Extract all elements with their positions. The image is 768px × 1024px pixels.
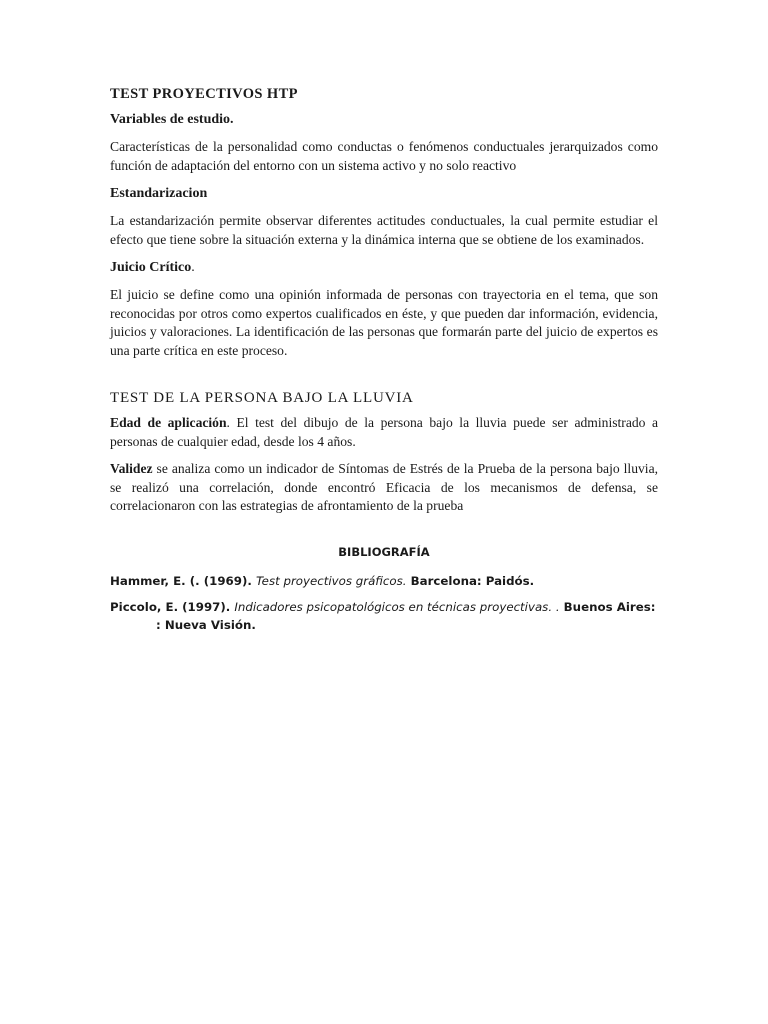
reference-work: Test proyectivos gráficos. bbox=[255, 573, 407, 588]
reference-publisher: Barcelona: Paidós. bbox=[406, 573, 535, 588]
reference-publisher: Buenos Aires: : Nueva Visión. bbox=[156, 599, 656, 632]
lead-edad-aplicacion: Edad de aplicación bbox=[110, 415, 227, 430]
paragraph-estandarizacion: La estandarización permite observar diferentes actitudes conductuales, la cual permite estudiar el efecto que tiene sobre la situación externa y la dinámica interna que se obtiene de los examinados. bbox=[110, 213, 658, 247]
text-edad-aplicacion: . El test del dibujo de la persona bajo la lluvia puede ser administrado a personas de cualquier edad, desde los 4 años. bbox=[110, 415, 658, 449]
reference-author: Hammer, E. (. (1969). bbox=[110, 573, 256, 588]
bibliography bbox=[110, 544, 658, 634]
paragraph-edad-aplicacion bbox=[110, 414, 658, 451]
document-page bbox=[110, 84, 658, 642]
heading-estandarizacion: Estandarizacion bbox=[110, 186, 208, 201]
heading-juicio-label: Juicio Crítico bbox=[110, 260, 192, 275]
bibliography-title: BIBLIOGRAFÍA bbox=[338, 544, 430, 559]
paragraph-variables: Características de la personalidad como conductas o fenómenos conductuales jerarquizados como función de adaptación del entorno con un sistema activo y no solo reactivo bbox=[110, 139, 658, 173]
reference-author: Piccolo, E. (1997). bbox=[110, 599, 235, 614]
heading-variables: Variables de estudio. bbox=[110, 112, 234, 127]
section-title-persona-lluvia: TEST DE LA PERSONA BAJO LA LLUVIA bbox=[110, 390, 414, 406]
heading-juicio-suffix: . bbox=[191, 260, 195, 275]
text-validez: se analiza como un indicador de Síntomas de Estrés de la Prueba de la persona bajo lluvia, se realizó una correlación, donde encontró Eficacia de los mecanismos de defensa, se correlacionaron con las estrategias de afrontamiento de la prueba bbox=[110, 461, 658, 513]
paragraph-validez bbox=[110, 460, 658, 516]
section-title-htp: TEST PROYECTIVOS HTP bbox=[110, 86, 298, 102]
lead-validez: Validez bbox=[110, 461, 153, 476]
reference-item bbox=[110, 598, 658, 634]
paragraph-juicio-critico: El juicio se define como una opinión informada de personas con trayectoria en el tema, que son reconocidas por otros como expertos cualificados en éste, y que pueden dar información, evidencia, juicios y valoraciones. La identificación de las personas que formarán parte del juicio de expertos es una parte crítica en este proceso. bbox=[110, 287, 658, 358]
reference-work: Indicadores psicopatológicos en técnicas proyectivas. . bbox=[234, 599, 560, 614]
reference-item bbox=[110, 572, 658, 590]
heading-juicio-critico bbox=[110, 258, 658, 278]
